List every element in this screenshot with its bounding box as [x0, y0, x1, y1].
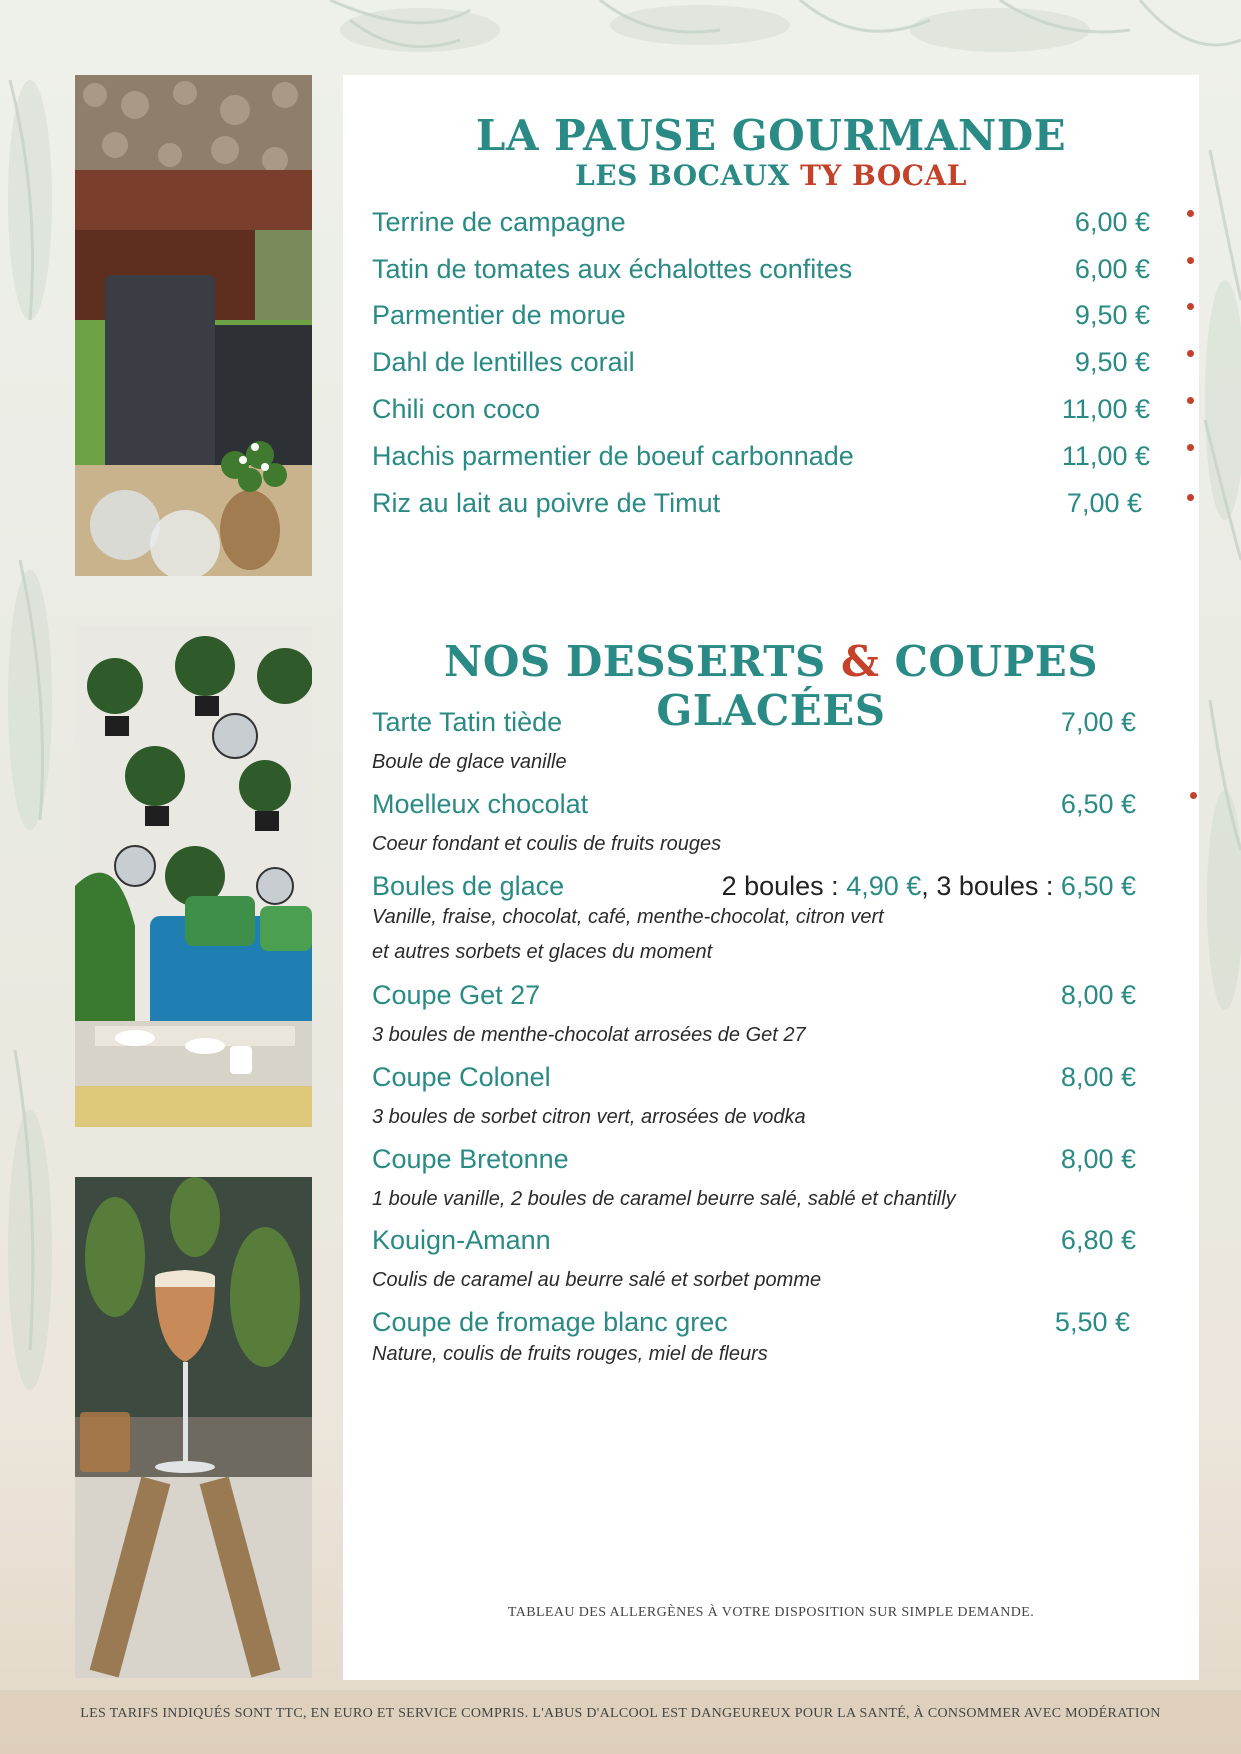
item-name: Moelleux chocolat [372, 789, 589, 819]
two-scoops-label: 2 boules : [721, 871, 839, 901]
item-description: Vanille, fraise, chocolat, café, menthe-chocolat, citron vert [372, 906, 884, 928]
title-part-a: NOS DESSERTS [443, 637, 826, 686]
two-scoops-price: 4,90 € [846, 871, 922, 901]
item-description: Boule de glace vanille [372, 751, 567, 773]
item-price: 11,00 € [1061, 394, 1150, 424]
item-description-line2: et autres sorbets et glaces du moment [372, 941, 713, 963]
item-description: Nature, coulis de fruits rouges, miel de fleurs [372, 1343, 768, 1365]
marker-dot-icon [1187, 350, 1194, 357]
item-name: Coupe Colonel [372, 1062, 551, 1092]
subtitle-part-a: LES BOCAUX [575, 159, 790, 192]
item-price: 8,00 € [1060, 1144, 1136, 1174]
marker-dot-icon [1187, 494, 1194, 501]
menu-item [372, 871, 1172, 907]
item-name: Tatin de tomates aux échalottes confites [372, 254, 853, 284]
item-name: Terrine de campagne [372, 207, 626, 237]
lounge-photo [75, 626, 312, 1127]
three-scoops-price: 6,50 € [1060, 871, 1136, 901]
menu-item [372, 488, 1172, 524]
item-price: 6,00 € [1074, 207, 1150, 237]
menu-item [372, 789, 1172, 825]
item-description: Coulis de caramel au beurre salé et sorbet pomme [372, 1269, 822, 1291]
item-name: Chili con coco [372, 394, 541, 424]
menu-item [372, 1307, 1172, 1343]
menu-item [372, 1144, 1172, 1180]
item-name: Coupe Get 27 [372, 980, 541, 1010]
item-price-options [722, 871, 1136, 902]
menu-item [372, 394, 1172, 430]
item-price: 7,00 € [1060, 707, 1136, 737]
item-name: Boules de glace [372, 871, 565, 901]
item-name: Tarte Tatin tiède [372, 707, 563, 737]
drink-photo [75, 1177, 312, 1678]
allergens-note: TABLEAU DES ALLERGÈNES À VOTRE DISPOSITION SUR SIMPLE DEMANDE. [507, 1605, 1035, 1620]
menu-card [343, 75, 1199, 1680]
menu-item [372, 207, 1172, 243]
item-description: 1 boule vanille, 2 boules de caramel beurre salé, sablé et chantilly [372, 1188, 956, 1210]
price-separator: , [921, 871, 929, 901]
menu-item [372, 707, 1172, 743]
item-price: 9,50 € [1074, 300, 1150, 330]
item-name: Hachis parmentier de boeuf carbonnade [372, 441, 854, 471]
three-scoops-label: 3 boules : [936, 871, 1054, 901]
menu-item [372, 254, 1172, 290]
item-description: Coeur fondant et coulis de fruits rouges [372, 833, 722, 855]
subtitle-part-b: TY BOCAL [800, 159, 967, 192]
item-price: 8,00 € [1060, 980, 1136, 1010]
item-price: 6,80 € [1060, 1225, 1136, 1255]
item-name: Coupe Bretonne [372, 1144, 569, 1174]
menu-item [372, 1062, 1172, 1098]
marker-dot-icon [1187, 444, 1194, 451]
marker-dot-icon [1187, 210, 1194, 217]
marker-dot-icon [1187, 397, 1194, 404]
menu-item [372, 347, 1172, 383]
item-price: 8,00 € [1060, 1062, 1136, 1092]
item-price: 7,00 € [1066, 488, 1142, 518]
menu-item [372, 300, 1172, 336]
section1-subtitle [343, 159, 1199, 192]
title-ampersand: & [840, 637, 880, 686]
item-name: Riz au lait au poivre de Timut [372, 488, 721, 518]
item-name: Dahl de lentilles corail [372, 347, 635, 377]
menu-item [372, 980, 1172, 1016]
menu-item [372, 1225, 1172, 1261]
item-description: 3 boules de menthe-chocolat arrosées de Get 27 [372, 1024, 806, 1046]
terrace-photo [75, 75, 312, 576]
item-price: 6,50 € [1060, 789, 1136, 819]
item-name: Kouign-Amann [372, 1225, 551, 1255]
legal-notice: LES TARIFS INDIQUÉS SONT TTC, EN EURO ET SERVICE COMPRIS. L'ABUS D'ALCOOL EST DANGEUREUX POUR LA SANTÉ, À CONSOMMER AVEC MODÉRATION [80, 1706, 1161, 1721]
section1-title: LA PAUSE GOURMANDE [475, 111, 1067, 160]
menu-item [372, 441, 1172, 477]
item-price: 9,50 € [1074, 347, 1150, 377]
item-price: 6,00 € [1074, 254, 1150, 284]
marker-dot-icon [1190, 792, 1197, 799]
marker-dot-icon [1187, 257, 1194, 264]
item-name: Parmentier de morue [372, 300, 626, 330]
item-price: 11,00 € [1061, 441, 1150, 471]
item-price: 5,50 € [1054, 1307, 1130, 1337]
title-part-b: COUPES GLACÉES [656, 637, 1099, 735]
marker-dot-icon [1187, 303, 1194, 310]
item-name: Coupe de fromage blanc grec [372, 1307, 728, 1337]
item-description: 3 boules de sorbet citron vert, arrosées de vodka [372, 1106, 806, 1128]
